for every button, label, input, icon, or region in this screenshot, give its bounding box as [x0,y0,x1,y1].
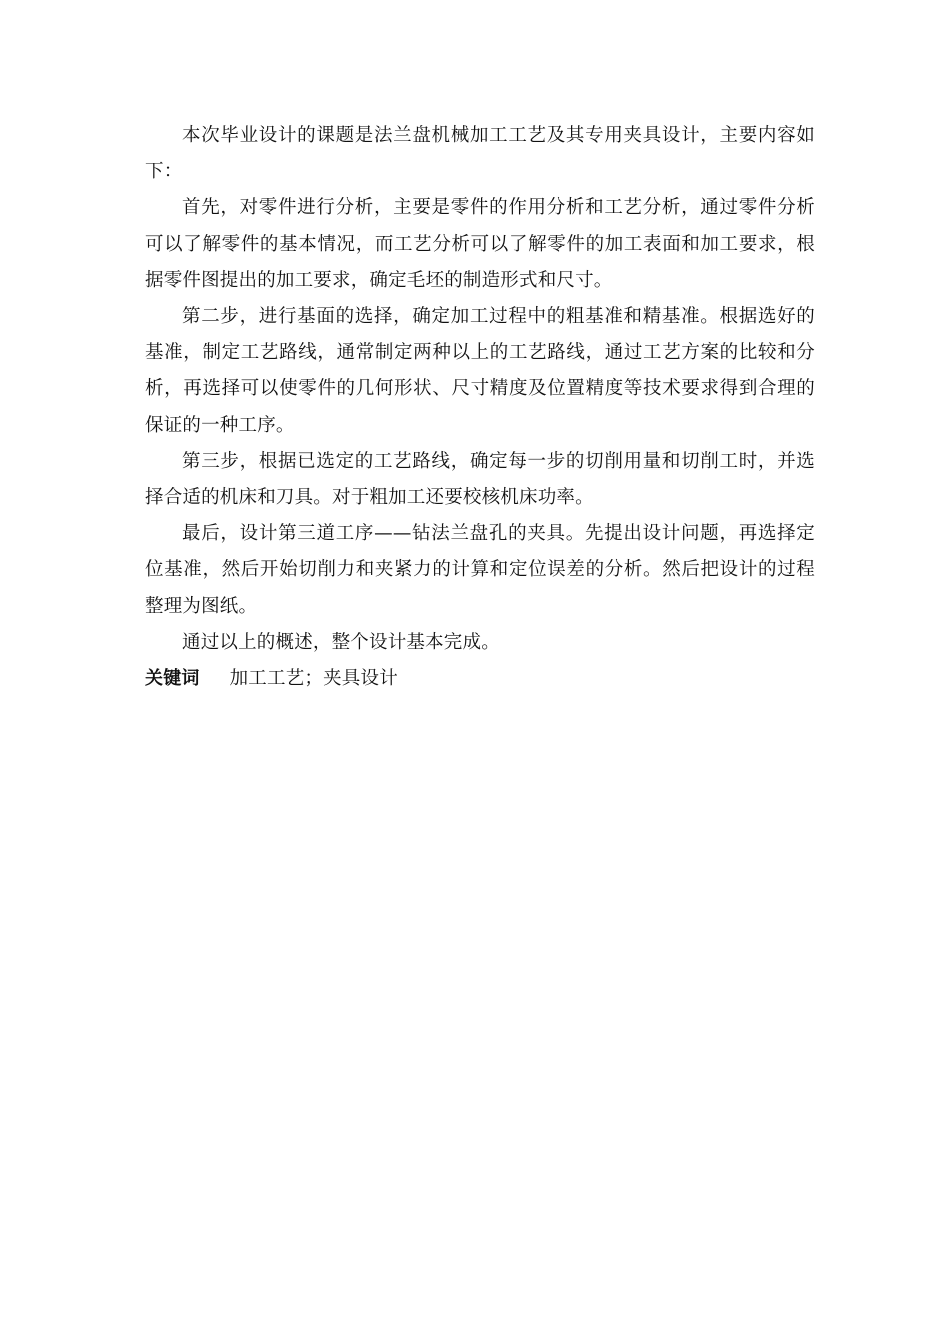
abstract-paragraph-5: 最后，设计第三道工序——钻法兰盘孔的夹具。先提出设计问题，再选择定位基准，然后开始切削力和夹紧力的计算和定位误差的分析。然后把设计的过程整理为图纸。 [145,523,815,617]
keywords-line [145,661,815,697]
abstract-paragraph-3: 第二步，进行基面的选择，确定加工过程中的粗基准和精基准。根据选好的基准，制定工艺路线，通常制定两种以上的工艺路线，通过工艺方案的比较和分析，再选择可以使零件的几何形状、尺寸精度及位置精度等技术要求得到合理的保证的一种工序。 [145,306,815,436]
abstract-paragraph-1: 本次毕业设计的课题是法兰盘机械加工工艺及其专用夹具设计，主要内容如下： [145,125,815,183]
abstract-paragraph-4: 第三步，根据已选定的工艺路线，确定每一步的切削用量和切削工时，并选择合适的机床和刀具。对于粗加工还要校核机床功率。 [145,450,815,509]
abstract-paragraph-6: 通过以上的概述，整个设计基本完成。 [182,631,500,653]
keywords-value: 加工工艺；夹具设计 [229,668,398,690]
abstract-paragraph-2: 首先，对零件进行分析，主要是零件的作用分析和工艺分析，通过零件分析可以了解零件的基本情况，而工艺分析可以了解零件的加工表面和加工要求，根据零件图提出的加工要求，确定毛坯的制造形式和尺寸。 [145,197,815,291]
abstract-body [145,118,815,697]
keywords-label: 关键词 [145,668,200,690]
